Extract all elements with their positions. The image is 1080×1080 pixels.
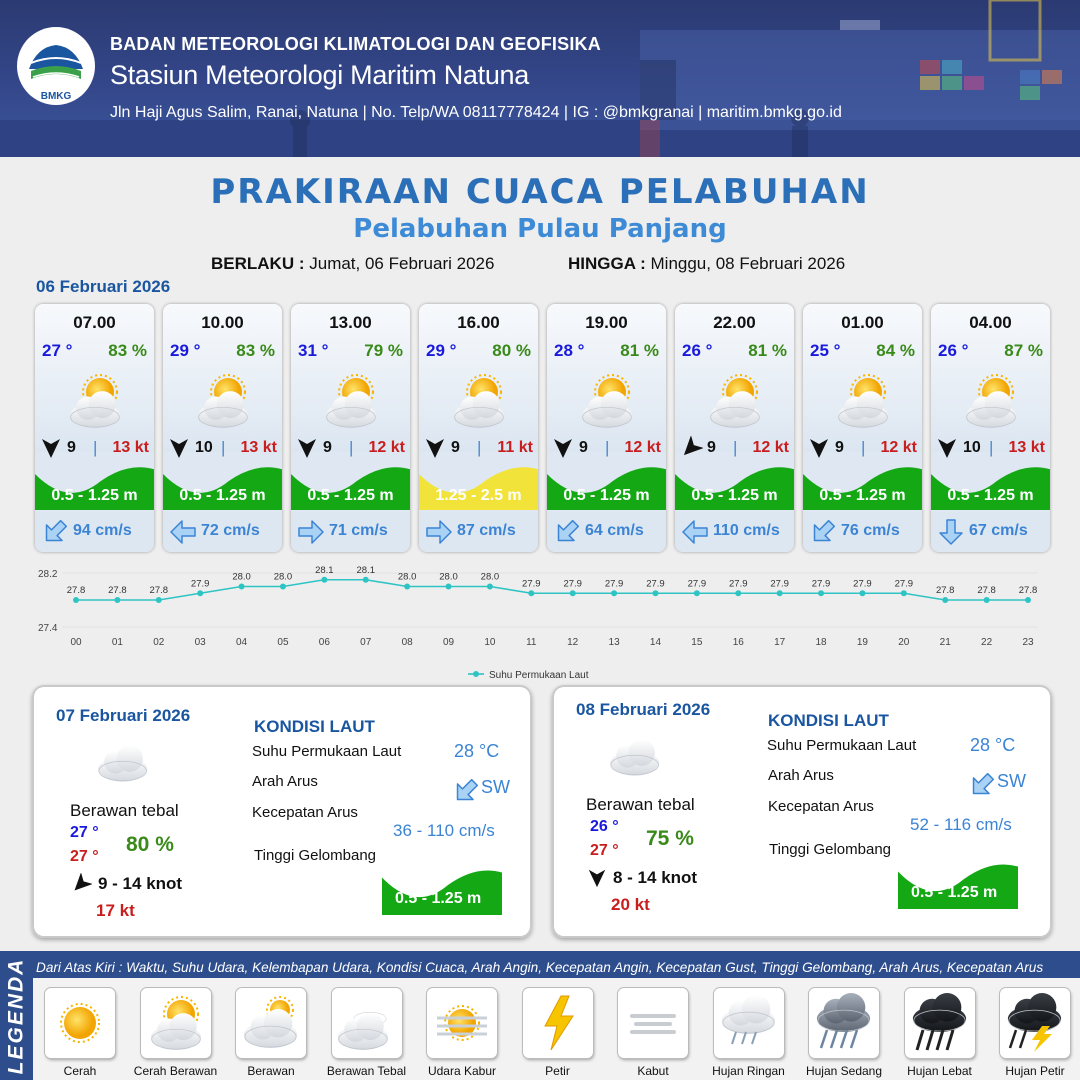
port-name: Pelabuhan Pulau Panjang <box>353 214 727 244</box>
legend-marker <box>473 671 479 677</box>
thick-cloud-icon <box>602 731 672 783</box>
y-tick-label: 27.4 <box>38 623 58 634</box>
x-tick-label: 23 <box>1022 637 1034 648</box>
card-temperature: 29 ° <box>170 341 201 360</box>
legend-item <box>1000 988 1070 1058</box>
card-separator: | <box>349 438 354 457</box>
data-label: 27.9 <box>729 578 748 590</box>
wind-direction-icon <box>679 436 703 460</box>
current-direction-value: SW <box>481 777 510 797</box>
forecast-card <box>547 304 666 552</box>
valid-to <box>568 254 845 274</box>
chart-point <box>156 597 162 603</box>
card-gust: 13 kt <box>112 439 149 456</box>
legend-item <box>141 988 211 1058</box>
card-wave-height: 0.5 - 1.25 m <box>819 487 906 504</box>
card-temperature: 28 ° <box>554 341 585 360</box>
current-speed-value: 36 - 110 cm/s <box>393 821 495 840</box>
valid-from <box>211 254 494 274</box>
current-speed-label: Kecepatan Arus <box>252 804 358 821</box>
card-current-speed: 110 cm/s <box>713 522 780 539</box>
x-tick-label: 18 <box>815 637 827 648</box>
thunderstorm-icon <box>1000 988 1070 1058</box>
forecast-day-label: 06 Februari 2026 <box>36 277 171 296</box>
x-tick-label: 00 <box>70 637 82 648</box>
current-direction-icon <box>937 518 965 546</box>
chart-point <box>114 597 120 603</box>
data-label: 27.8 <box>149 585 169 596</box>
x-tick-label: 05 <box>277 637 289 648</box>
x-tick-label: 04 <box>236 637 248 648</box>
chart-point <box>818 590 824 596</box>
x-tick-label: 20 <box>898 637 910 648</box>
summary-wave-height: 0.5 - 1.25 m <box>911 884 998 901</box>
x-tick-label: 21 <box>939 637 951 648</box>
chart-point <box>363 577 369 583</box>
legend-item <box>618 988 688 1058</box>
current-direction-icon <box>41 518 69 546</box>
legend-item <box>332 988 402 1058</box>
x-tick-label: 08 <box>401 637 413 648</box>
legend-item-label: Berawan Tebal <box>326 1064 407 1078</box>
card-current-speed: 94 cm/s <box>73 522 132 539</box>
forecast-card <box>35 304 154 552</box>
legend-item-label: Kabut <box>637 1064 669 1078</box>
legend-item-label: Cerah <box>63 1064 97 1078</box>
current-direction-icon <box>553 518 581 546</box>
bmkg-logo <box>17 27 95 105</box>
contact-info: Jln Haji Agus Salim, Ranai, Natuna | No. Telp/WA 08117778424 | IG : @bmkgranai | maritim.bmkg.go.id <box>110 104 842 121</box>
wind-direction-icon <box>423 436 447 460</box>
chart-point <box>280 584 286 590</box>
chart-point <box>73 597 79 603</box>
sst-label: Suhu Permukaan Laut <box>252 743 402 760</box>
legend-item <box>523 988 593 1058</box>
current-direction-icon <box>169 518 197 546</box>
forecast-card <box>803 304 922 552</box>
chart-point <box>570 590 576 596</box>
summary-temp-max: 27 ° <box>70 848 99 865</box>
current-direction-icon <box>809 518 837 546</box>
summary-date: 07 Februari 2026 <box>56 706 191 725</box>
summary-gust: 17 kt <box>96 901 135 920</box>
valid-to-value: Minggu, 08 Februari 2026 <box>650 254 846 273</box>
card-time: 22.00 <box>713 313 756 332</box>
card-temperature: 27 ° <box>42 341 73 360</box>
card-separator: | <box>605 438 610 457</box>
card-wave-height: 0.5 - 1.25 m <box>563 487 650 504</box>
x-tick-label: 09 <box>442 637 455 648</box>
chart-point <box>735 590 741 596</box>
card-separator: | <box>221 438 226 457</box>
y-tick-label: 28.2 <box>38 569 58 580</box>
legend-item-label: Udara Kabur <box>427 1064 497 1078</box>
card-gust: 13 kt <box>1008 439 1045 456</box>
summary-humidity: 80 % <box>126 833 174 856</box>
card-separator: | <box>477 438 482 457</box>
station-name: Stasiun Meteorologi Maritim Natuna <box>110 60 529 90</box>
x-tick-label: 12 <box>567 637 579 648</box>
data-label: 27.9 <box>563 578 582 590</box>
partly-cloudy-icon <box>953 366 1029 428</box>
card-current-speed: 72 cm/s <box>201 522 260 539</box>
legend-item <box>45 988 115 1058</box>
legend-item-label: Petir <box>545 1064 570 1078</box>
data-label: 27.9 <box>604 578 624 590</box>
current-direction-value: SW <box>997 771 1026 791</box>
heavy-rain-icon <box>905 988 975 1058</box>
data-label: 27.9 <box>190 578 210 590</box>
chart-point <box>528 590 534 596</box>
partly-cloudy-icon <box>441 366 517 428</box>
data-label: 27.9 <box>853 578 872 590</box>
chart-point <box>652 590 658 596</box>
card-humidity: 80 % <box>492 341 531 360</box>
x-tick-label: 10 <box>484 637 496 648</box>
data-label: 27.8 <box>935 585 955 596</box>
data-label: 28.0 <box>480 571 500 583</box>
chart-point <box>777 590 783 596</box>
wind-direction-icon <box>551 436 575 460</box>
card-time: 04.00 <box>969 313 1012 332</box>
legend-item-label: Cerah Berawan <box>133 1064 218 1078</box>
card-wind-speed: 10 <box>963 439 981 456</box>
sst-value: 28 °C <box>454 741 500 761</box>
chart-point <box>1025 597 1031 603</box>
forecast-card <box>675 304 794 552</box>
summary-condition: Berawan tebal <box>70 801 179 820</box>
card-temperature: 25 ° <box>810 341 841 360</box>
summary-condition: Berawan tebal <box>586 795 695 814</box>
card-time: 01.00 <box>841 313 884 332</box>
card-humidity: 83 % <box>108 341 147 360</box>
summary-wind: 9 - 14 knot <box>98 874 183 893</box>
institution-name: BADAN METEOROLOGI KLIMATOLOGI DAN GEOFISIKA <box>110 34 601 54</box>
current-direction-icon <box>968 771 996 799</box>
card-separator: | <box>733 438 738 457</box>
x-tick-label: 15 <box>691 637 703 648</box>
card-gust: 12 kt <box>368 439 405 456</box>
card-separator: | <box>93 438 98 457</box>
current-direction-label: Arah Arus <box>252 773 318 790</box>
card-wave-height: 0.5 - 1.25 m <box>307 487 394 504</box>
haze-icon <box>427 988 497 1058</box>
card-temperature: 31 ° <box>298 341 329 360</box>
sun-icon <box>45 988 115 1058</box>
wind-direction-icon <box>39 436 63 460</box>
wind-direction-icon <box>935 436 959 460</box>
legend-item <box>809 988 879 1058</box>
x-tick-label: 17 <box>774 637 786 648</box>
chart-point <box>321 577 327 583</box>
card-wave-height: 0.5 - 1.25 m <box>691 487 778 504</box>
data-label: 27.9 <box>811 578 831 590</box>
card-humidity: 84 % <box>876 341 915 360</box>
data-label: 28.0 <box>439 571 458 583</box>
data-label: 28.0 <box>397 571 417 583</box>
moderate-rain-icon <box>809 988 879 1058</box>
partly-cloudy-icon <box>57 366 133 428</box>
card-wave-height: 0.5 - 1.25 m <box>947 487 1034 504</box>
legend-panel <box>0 951 1080 1080</box>
card-time: 16.00 <box>457 313 500 332</box>
legend-item-label: Berawan <box>247 1064 295 1078</box>
legend-item <box>905 988 975 1058</box>
card-temperature: 29 ° <box>426 341 457 360</box>
forecast-card <box>291 304 410 552</box>
chart-point <box>239 584 245 590</box>
legend-label: Suhu Permukaan Laut <box>489 670 589 681</box>
summary-wind: 8 - 14 knot <box>613 868 698 887</box>
current-speed-value: 52 - 116 cm/s <box>910 815 1012 834</box>
card-wind-speed: 9 <box>835 439 844 456</box>
data-label: 27.9 <box>522 578 541 590</box>
card-gust: 12 kt <box>880 439 917 456</box>
card-wave-height: 0.5 - 1.25 m <box>179 487 266 504</box>
chart-point <box>446 584 452 590</box>
wind-direction-icon <box>586 867 608 889</box>
x-tick-label: 07 <box>360 637 372 648</box>
card-wave-height: 1.25 - 2.5 m <box>435 487 522 504</box>
valid-from-label: BERLAKU : <box>211 254 305 273</box>
light-rain-icon <box>714 988 784 1058</box>
card-wave-height: 0.5 - 1.25 m <box>51 487 138 504</box>
x-tick-label: 14 <box>649 637 662 648</box>
chart-point <box>901 590 907 596</box>
wave-height-label: Tinggi Gelombang <box>769 841 892 858</box>
legend-icons <box>33 978 1080 1080</box>
data-label: 28.1 <box>356 564 375 576</box>
data-label: 27.9 <box>646 578 665 590</box>
logo-text: BMKG <box>40 91 72 102</box>
legend-item-label: Hujan Ringan <box>712 1064 785 1078</box>
chart-point <box>404 584 410 590</box>
legend-title: LEGENDA <box>4 957 28 1074</box>
card-wind-speed: 10 <box>195 439 213 456</box>
wave-height-label: Tinggi Gelombang <box>254 847 377 864</box>
chart-point <box>942 597 948 603</box>
legend-item <box>714 988 784 1058</box>
valid-from-value: Jumat, 06 Februari 2026 <box>309 254 495 273</box>
chart-point <box>487 584 493 590</box>
thick-cloud-icon <box>90 737 160 789</box>
current-speed-label: Kecepatan Arus <box>768 798 874 815</box>
card-wind-speed: 9 <box>579 439 588 456</box>
partly-cloudy-icon <box>697 366 773 428</box>
data-label: 28.0 <box>232 571 251 583</box>
card-temperature: 26 ° <box>938 341 969 360</box>
x-tick-label: 22 <box>981 637 993 648</box>
legend-item <box>427 988 497 1058</box>
card-humidity: 87 % <box>1004 341 1043 360</box>
card-wind-speed: 9 <box>323 439 332 456</box>
current-direction-icon <box>297 518 325 546</box>
card-current-speed: 64 cm/s <box>585 522 644 539</box>
header-banner <box>0 0 1080 157</box>
x-tick-label: 03 <box>194 637 206 648</box>
card-gust: 11 kt <box>497 439 533 456</box>
card-time: 10.00 <box>201 313 244 332</box>
data-label: 27.9 <box>894 578 914 590</box>
chart-point <box>984 597 990 603</box>
x-tick-label: 06 <box>318 637 330 648</box>
card-humidity: 83 % <box>236 341 275 360</box>
card-gust: 12 kt <box>624 439 661 456</box>
card-humidity: 81 % <box>748 341 787 360</box>
wind-direction-icon <box>70 873 92 895</box>
card-current-speed: 87 cm/s <box>457 522 516 539</box>
chart-point <box>197 590 203 596</box>
cloud-sun-icon <box>236 988 306 1058</box>
summary-temp-max: 27 ° <box>590 842 619 859</box>
card-time: 19.00 <box>585 313 628 332</box>
forecast-card <box>419 304 538 552</box>
summary-humidity: 75 % <box>646 827 694 850</box>
card-current-speed: 76 cm/s <box>841 522 900 539</box>
lightning-icon <box>523 988 593 1058</box>
data-label: 27.9 <box>770 578 789 590</box>
forecast-card <box>163 304 282 552</box>
data-label: 27.8 <box>108 585 127 596</box>
data-label: 28.0 <box>273 571 293 583</box>
card-separator: | <box>861 438 866 457</box>
daily-summary-panel <box>552 685 1052 938</box>
data-label: 28.1 <box>315 564 334 576</box>
card-separator: | <box>989 438 994 457</box>
sst-value: 28 °C <box>970 735 1016 755</box>
current-direction-label: Arah Arus <box>768 767 834 784</box>
legend-description: Dari Atas Kiri : Waktu, Suhu Udara, Kelembapan Udara, Kondisi Cuaca, Arah Angin, Kecepatan Angin, Kecepatan Gust, Tinggi Gelombang, Arah Arus, Kecepatan Arus <box>36 960 1044 975</box>
chart-point <box>611 590 617 596</box>
card-time: 13.00 <box>329 313 372 332</box>
card-current-speed: 67 cm/s <box>969 522 1028 539</box>
legend-item-label: Hujan Petir <box>1005 1064 1065 1078</box>
current-direction-icon <box>681 518 709 546</box>
card-gust: 12 kt <box>752 439 789 456</box>
chart-series-line <box>76 580 1028 600</box>
summary-wave-height: 0.5 - 1.25 m <box>395 890 482 907</box>
sun-cloud-icon <box>141 988 211 1058</box>
page-title: PRAKIRAAN CUACA PELABUHAN <box>210 172 870 212</box>
card-wind-speed: 9 <box>451 439 460 456</box>
card-temperature: 26 ° <box>682 341 713 360</box>
chart-point <box>694 590 700 596</box>
wind-direction-icon <box>295 436 319 460</box>
partly-cloudy-icon <box>825 366 901 428</box>
data-label: 27.8 <box>977 585 996 596</box>
sst-label: Suhu Permukaan Laut <box>767 737 917 754</box>
legend-item-label: Hujan Sedang <box>805 1064 883 1078</box>
data-label: 27.8 <box>66 585 86 596</box>
x-tick-label: 02 <box>153 637 165 648</box>
card-wind-speed: 9 <box>67 439 76 456</box>
card-gust: 13 kt <box>240 439 277 456</box>
data-label: 27.8 <box>1018 585 1038 596</box>
chart-point <box>859 590 865 596</box>
data-label: 27.9 <box>687 578 707 590</box>
x-tick-label: 01 <box>111 637 123 648</box>
card-time: 07.00 <box>73 313 116 332</box>
summary-temp-min: 26 ° <box>590 818 619 835</box>
x-tick-label: 13 <box>608 637 620 648</box>
summary-date: 08 Februari 2026 <box>576 700 711 719</box>
legend-item-label: Hujan Lebat <box>907 1064 972 1078</box>
x-tick-label: 11 <box>526 637 537 648</box>
forecast-card <box>931 304 1050 552</box>
current-direction-icon <box>425 518 453 546</box>
partly-cloudy-icon <box>313 366 389 428</box>
wind-direction-icon <box>807 436 831 460</box>
daily-summary-panel <box>32 685 532 938</box>
partly-cloudy-icon <box>569 366 645 428</box>
fog-icon <box>618 988 688 1058</box>
card-current-speed: 71 cm/s <box>329 522 388 539</box>
sea-surface-temperature-chart <box>0 560 1080 685</box>
valid-to-label: HINGGA : <box>568 254 646 273</box>
sea-condition-heading: KONDISI LAUT <box>768 711 889 730</box>
summary-gust: 20 kt <box>611 895 650 914</box>
card-humidity: 79 % <box>364 341 403 360</box>
current-direction-icon <box>452 777 480 805</box>
card-humidity: 81 % <box>620 341 659 360</box>
partly-cloudy-icon <box>185 366 261 428</box>
legend-item <box>236 988 306 1058</box>
thick-cloud-icon <box>332 988 402 1058</box>
sea-condition-heading: KONDISI LAUT <box>254 717 375 736</box>
wind-direction-icon <box>167 436 191 460</box>
x-tick-label: 19 <box>856 637 868 648</box>
summary-temp-min: 27 ° <box>70 824 99 841</box>
x-tick-label: 16 <box>732 637 744 648</box>
card-wind-speed: 9 <box>707 439 716 456</box>
